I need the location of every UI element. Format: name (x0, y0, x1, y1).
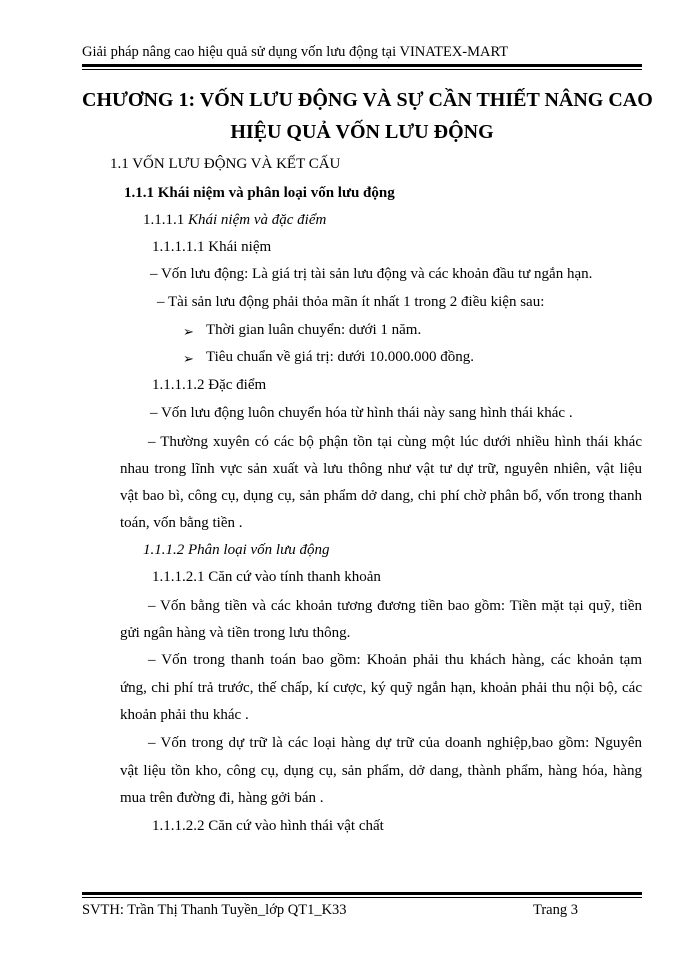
paragraph-line: nhau trong lĩnh vực sản xuất và lưu thông như vật tư dự trữ, nguyên nhiên, vật liệu (120, 461, 642, 477)
section-heading-1-1-1-2-1: 1.1.1.2.1 Căn cứ vào tính thanh khoản (152, 569, 381, 585)
section-heading-1-1-1-2: 1.1.1.2 Phân loại vốn lưu động (143, 542, 330, 558)
paragraph-line: – Vốn bằng tiền và các khoản tương đương tiền bao gồm: Tiền mặt tại quỹ, tiền (148, 598, 642, 614)
section-heading-1-1-1-1-2: 1.1.1.1.2 Đặc điểm (152, 377, 267, 393)
paragraph-line: toán, vốn bằng tiền . (120, 515, 243, 531)
chapter-title-line-2: HIỆU QUẢ VỐN LƯU ĐỘNG (230, 121, 494, 143)
section-heading-1-1-1-1-1: 1.1.1.1.1 Khái niệm (152, 239, 272, 255)
section-number: 1.1.1.1 (143, 212, 185, 228)
definition-line-2: – Tài sản lưu động phải thỏa mãn ít nhất 1 trong 2 điều kiện sau: (157, 294, 545, 310)
paragraph-line: khoản phải thu khác . (120, 707, 249, 723)
section-heading-1-1-1-2-2: 1.1.1.2.2 Căn cứ vào hình thái vật chất (152, 818, 384, 834)
paragraph-line: vật bao bì, công cụ, dụng cụ, sản phẩm dở dang, chi phí chờ phân bổ, vốn trong thanh (120, 488, 642, 504)
arrow-bullet-icon: ➢ (183, 324, 194, 339)
characteristic-line-1: – Vốn lưu động luôn chuyển hóa từ hình thái này sang hình thái khác . (150, 405, 573, 421)
section-heading-1-1-1: 1.1.1 Khái niệm và phân loại vốn lưu động (124, 185, 395, 201)
paragraph-line: – Thường xuyên có các bộ phận tồn tại cùng một lúc dưới nhiều hình thái khác (148, 434, 642, 450)
bullet-item: Thời gian luân chuyển: dưới 1 năm. (206, 322, 422, 338)
page-number: Trang 3 (533, 902, 578, 918)
paragraph-line: ứng, chi phí trả trước, thế chấp, kí cược, ký quỹ ngắn hạn, khoản phải thu nội bộ, các (120, 680, 642, 696)
section-heading-1-1: 1.1 VỐN LƯU ĐỘNG VÀ KẾT CẤU (110, 156, 341, 172)
running-header: Giải pháp nâng cao hiệu quả sử dụng vốn lưu động tại VINATEX-MART (82, 44, 509, 60)
paragraph-line: – Vốn trong dự trữ là các loại hàng dự trữ của doanh nghiệp,bao gồm: Nguyên (148, 735, 642, 751)
footer-rule (82, 892, 642, 898)
section-title: Khái niệm và đặc điểm (188, 212, 327, 228)
paragraph-line: gửi ngân hàng và tiền trong lưu thông. (120, 625, 351, 641)
footer-author: SVTH: Trần Thị Thanh Tuyền_lớp QT1_K33 (82, 902, 347, 918)
paragraph-line: – Vốn trong thanh toán bao gồm: Khoản phải thu khách hàng, các khoản tạm (148, 652, 642, 668)
chapter-title-line-1: CHƯƠNG 1: VỐN LƯU ĐỘNG VÀ SỰ CẦN THIẾT NÂNG CAO (82, 89, 653, 111)
section-heading-1-1-1-1 (143, 212, 326, 229)
header-rule (82, 64, 642, 70)
paragraph-line: mua trên đường đi, hàng gởi bán . (120, 790, 324, 806)
definition-line-1: – Vốn lưu động: Là giá trị tài sản lưu động và các khoản đầu tư ngắn hạn. (150, 266, 593, 282)
arrow-bullet-icon: ➢ (183, 351, 194, 366)
bullet-item: Tiêu chuẩn về giá trị: dưới 10.000.000 đồng. (206, 349, 474, 365)
paragraph-line: vật liệu tồn kho, công cụ, dụng cụ, sản phẩm, dở dang, thành phẩm, hàng hóa, hàng (120, 763, 642, 779)
